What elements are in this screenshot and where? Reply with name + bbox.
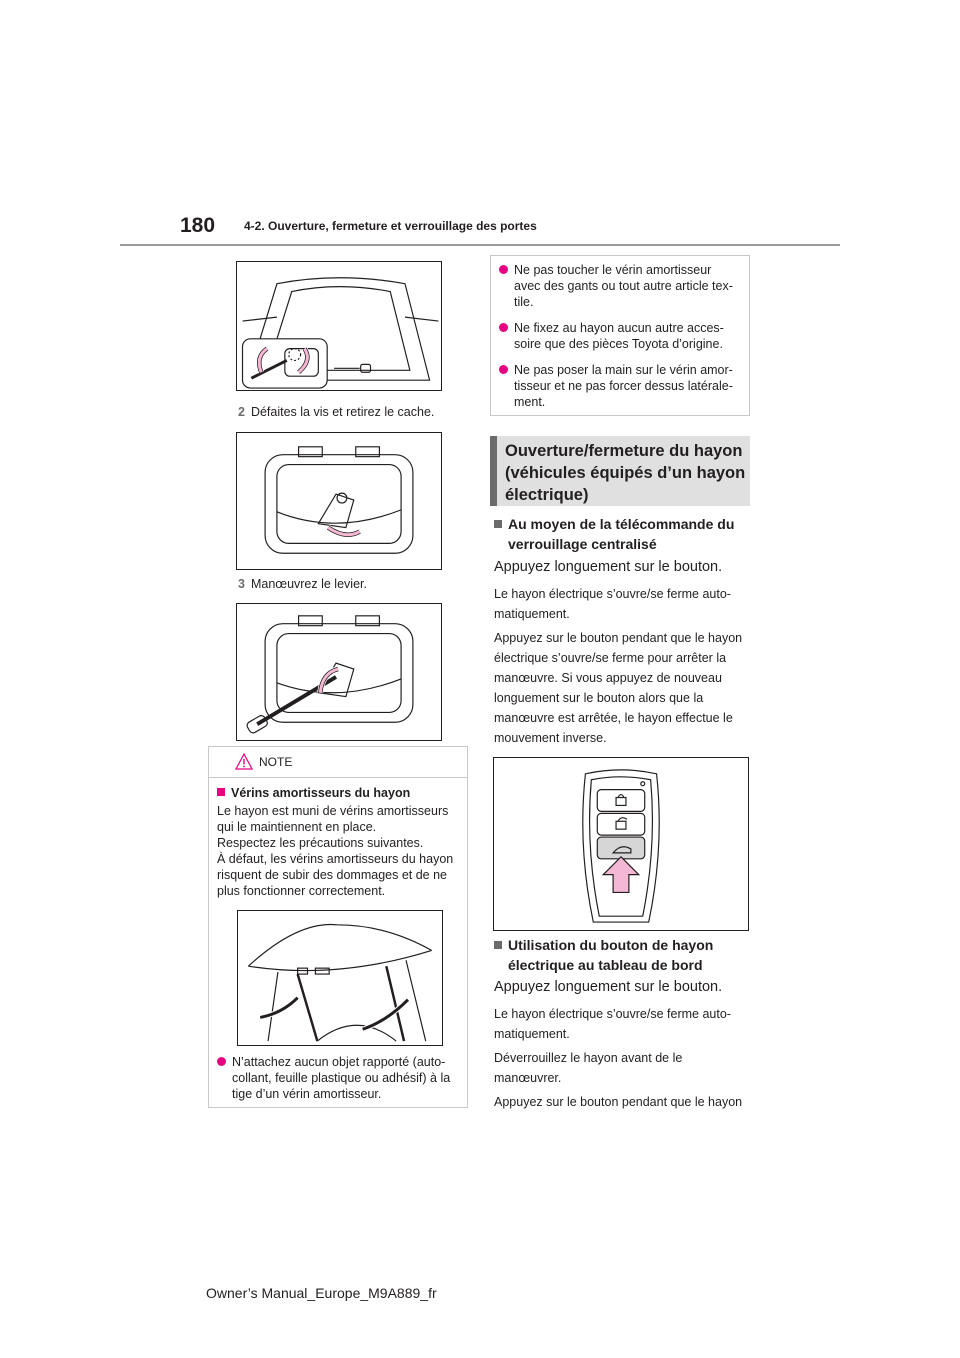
step-2-number: 2	[238, 405, 245, 419]
bullet-dot-icon	[217, 1057, 226, 1066]
precautions-box	[490, 255, 750, 416]
section-heading-box	[490, 436, 750, 506]
section-heading-line-3: électrique)	[505, 486, 589, 504]
illustration-remove-cover	[236, 432, 442, 570]
header-divider	[120, 244, 840, 246]
section-heading-line-1: Ouverture/fermeture du hayon	[505, 442, 743, 460]
remote-body: Le hayon électrique s’ouvre/se ferme auto- matiquement. Appuyez sur le bouton pendant que le hayon électrique s’ouvre/se ferme pour arrêter la manœuvre. Si vous appuyez de nouveau longuement sur le bouton alors que la manœuvre est arrêtée, le hayon effectue le mouvement inverse.	[494, 587, 743, 745]
square-bullet-icon	[494, 941, 502, 949]
step-3	[238, 576, 367, 592]
page-number: 180	[180, 214, 216, 237]
step-2-text: Défaites la vis et retirez le cache.	[250, 405, 435, 419]
step-2	[238, 404, 434, 420]
note-body: Le hayon est muni de vérins amortisseurs qui le maintiennent en place. Respectez les précautions suivantes. À défaut, les vérins amortisseurs du hayon risquent de subir des dommages et de ne plus fonctionner correctement.	[217, 804, 454, 898]
note-header	[209, 747, 467, 778]
bullet-dot-icon	[499, 365, 508, 374]
illustration-remote-key	[493, 757, 749, 931]
section-title: 4-2. Ouverture, fermeture et verrouillage des portes	[244, 219, 537, 233]
step-3-number: 3	[238, 577, 245, 591]
bullet-dot-icon	[499, 265, 508, 274]
illustration-tailgate-interior	[236, 261, 442, 391]
dash-subheading: Utilisation du bouton de hayon électrique au tableau de bord	[494, 935, 713, 975]
step-3-text: Manœuvrez le levier.	[250, 577, 367, 591]
dash-body: Le hayon électrique s’ouvre/se ferme auto- matiquement. Déverrouillez le hayon avant de le manœuvrer. Appuyez sur le bouton pendant que le hayon	[494, 1007, 743, 1109]
note-box	[208, 746, 468, 1108]
note-label: NOTE	[259, 755, 293, 769]
dash-lead: Appuyez longuement sur le bouton.	[494, 979, 723, 995]
warning-icon	[235, 753, 253, 771]
precaution-3: Ne pas poser la main sur le vérin amor- tisseur et ne pas forcer dessus latérale- ment.	[499, 362, 733, 410]
note-heading: Vérins amortisseurs du hayon	[217, 785, 410, 801]
square-bullet-icon	[217, 788, 225, 796]
remote-lead: Appuyez longuement sur le bouton.	[494, 559, 723, 575]
precaution-1: Ne pas toucher le vérin amortisseur avec des gants ou tout autre article tex- tile.	[499, 262, 733, 310]
note-bullet: N’attachez aucun objet rapporté (auto- collant, feuille plastique ou adhésif) à la tige d’un vérin amortisseur.	[217, 1054, 450, 1102]
precaution-2: Ne fixez au hayon aucun autre acces- soire que des pièces Toyota d’origine.	[499, 320, 724, 352]
illustration-operate-lever	[236, 603, 442, 741]
section-heading-line-2: (véhicules équipés d’un hayon	[505, 464, 746, 482]
remote-subheading: Au moyen de la télécommande du verrouillage centralisé	[494, 514, 734, 554]
illustration-damper-struts	[237, 910, 443, 1046]
bullet-dot-icon	[499, 323, 508, 332]
footer-text: Owner’s Manual_Europe_M9A889_fr	[206, 1285, 437, 1301]
square-bullet-icon	[494, 520, 502, 528]
